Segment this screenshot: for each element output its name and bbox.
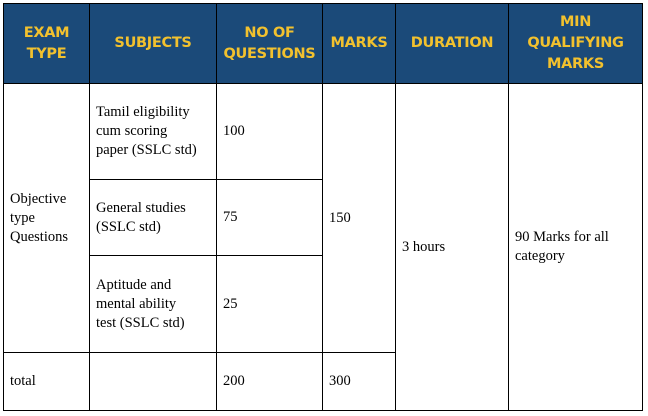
- total-marks-cell: 300: [323, 353, 396, 411]
- header-row: [4, 4, 643, 84]
- header-no-of-questions: NO OF QUESTIONS: [217, 4, 323, 84]
- marks-cell: 150: [323, 84, 396, 353]
- questions-cell: 75: [217, 180, 323, 256]
- header-marks: MARKS: [323, 4, 396, 84]
- header-subjects: SUBJECTS: [90, 4, 217, 84]
- exam-pattern-table: [3, 3, 643, 411]
- header-min-qualifying-marks: MIN QUALIFYING MARKS: [509, 4, 643, 84]
- header-duration: DURATION: [396, 4, 509, 84]
- total-subject-cell: [90, 353, 217, 411]
- table-row: [4, 84, 643, 180]
- header-exam-type: EXAM TYPE: [4, 4, 90, 84]
- table-body: [4, 84, 643, 411]
- total-questions-cell: 200: [217, 353, 323, 411]
- questions-cell: 25: [217, 256, 323, 353]
- subject-cell: Tamil eligibility cum scoring paper (SSLC std): [90, 84, 217, 180]
- questions-cell: 100: [217, 84, 323, 180]
- total-label-cell: total: [4, 353, 90, 411]
- exam-type-cell: Objective type Questions: [4, 84, 90, 353]
- min-qualifying-marks-cell: 90 Marks for all category: [509, 84, 643, 411]
- table-header: [4, 4, 643, 84]
- subject-cell: General studies (SSLC std): [90, 180, 217, 256]
- subject-cell: Aptitude and mental ability test (SSLC std): [90, 256, 217, 353]
- duration-cell: 3 hours: [396, 84, 509, 411]
